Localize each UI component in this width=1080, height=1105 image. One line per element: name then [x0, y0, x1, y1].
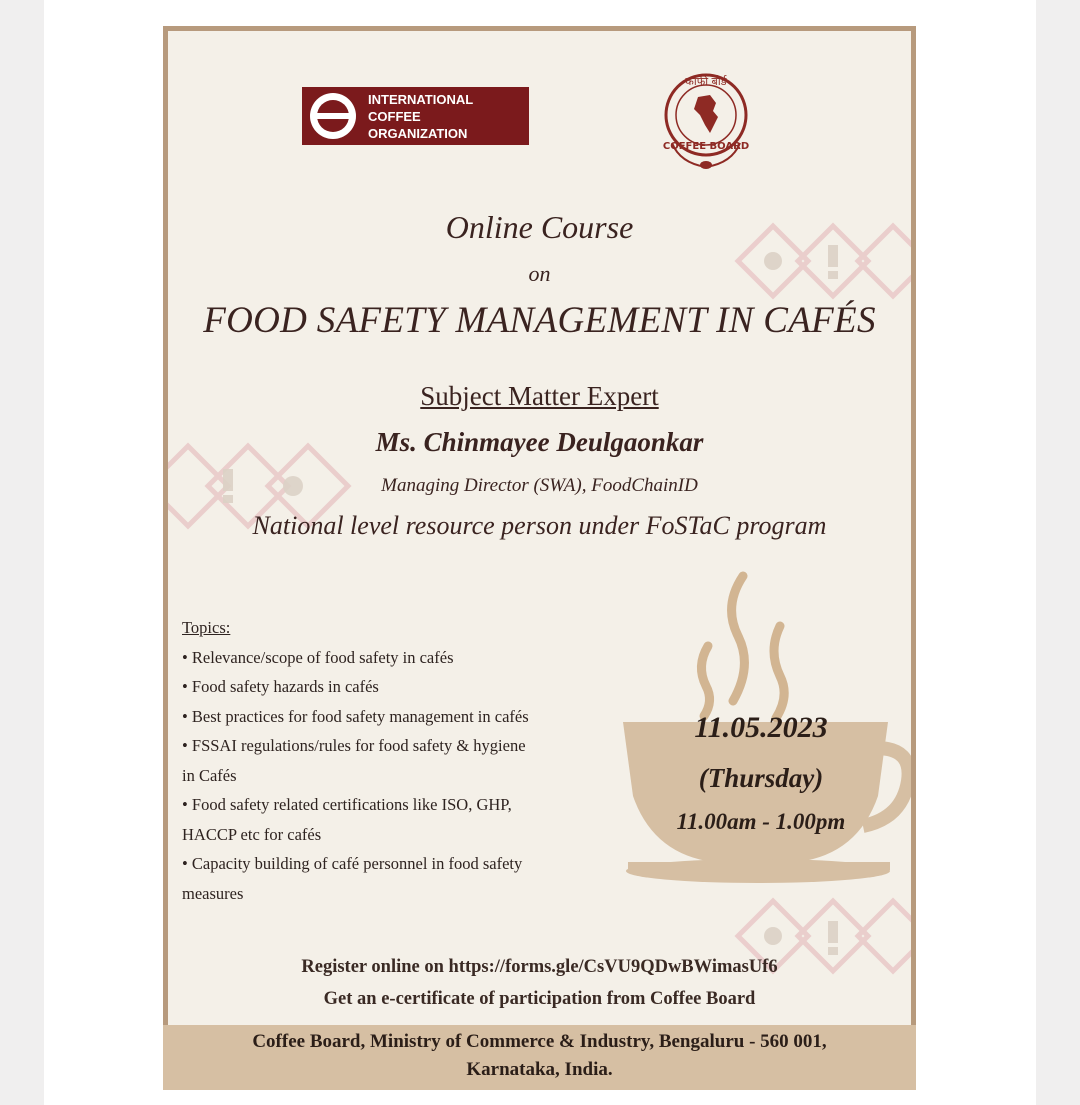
topic-line: • Best practices for food safety management in cafés [182, 706, 529, 726]
ico-emblem-icon [310, 93, 356, 139]
topic-line: • Food safety related certifications like ISO, GHP, [182, 795, 512, 814]
footer-address-line2: Karnataka, India. [466, 1059, 613, 1080]
ico-logo-text [368, 91, 473, 142]
title-connector: on [528, 261, 551, 286]
topic-line: measures [182, 883, 244, 903]
coffee-board-seal [650, 63, 762, 175]
ico-logo-line1: INTERNATIONAL [368, 92, 474, 107]
expert-note: National level resource person under FoSTaC program [252, 511, 827, 540]
ico-logo [302, 87, 529, 145]
india-map-icon [694, 95, 718, 133]
footer-band [163, 1025, 916, 1090]
course-type-title: Online Course [445, 209, 634, 245]
footer-address-line1: Coffee Board, Ministry of Commerce & Industry, Bengaluru - 560 001, [252, 1031, 827, 1052]
event-day: (Thursday) [698, 763, 824, 793]
topics-list [182, 613, 632, 908]
topic-line: • Relevance/scope of food safety in cafés [182, 647, 454, 667]
seal-top-text: कॉफी बोर्ड [685, 75, 727, 88]
topic-line: in Cafés [182, 765, 237, 785]
seal-bottom-text: COFFEE BOARD [662, 141, 750, 152]
registration-link[interactable]: Register online on https://forms.gle/CsVU9QDwBWimasUf6 [301, 957, 778, 977]
expert-role: Managing Director (SWA), FoodChainID [381, 475, 698, 496]
certificate-note: Get an e-certificate of participation from Coffee Board [323, 989, 756, 1009]
expert-name: Ms. Chinmayee Deulgaonkar [375, 427, 704, 457]
ico-logo-line2: COFFEE [368, 109, 421, 124]
course-title: FOOD SAFETY MANAGEMENT IN CAFÉS [203, 300, 876, 341]
topic-line: • Food safety hazards in cafés [182, 677, 379, 696]
poster-body [168, 31, 911, 1025]
topics-heading: Topics: [182, 618, 231, 637]
event-time: 11.00am - 1.00pm [676, 809, 846, 834]
ico-logo-line3: ORGANIZATION [368, 126, 468, 141]
event-date: 11.05.2023 [694, 711, 828, 744]
topic-line: • Capacity building of café personnel in food safety [182, 854, 523, 873]
topic-line: • FSSAI regulations/rules for food safety & hygiene [182, 736, 526, 755]
poster [163, 26, 916, 1090]
expert-heading: Subject Matter Expert [420, 381, 659, 411]
topic-line: HACCP etc for cafés [182, 824, 322, 844]
